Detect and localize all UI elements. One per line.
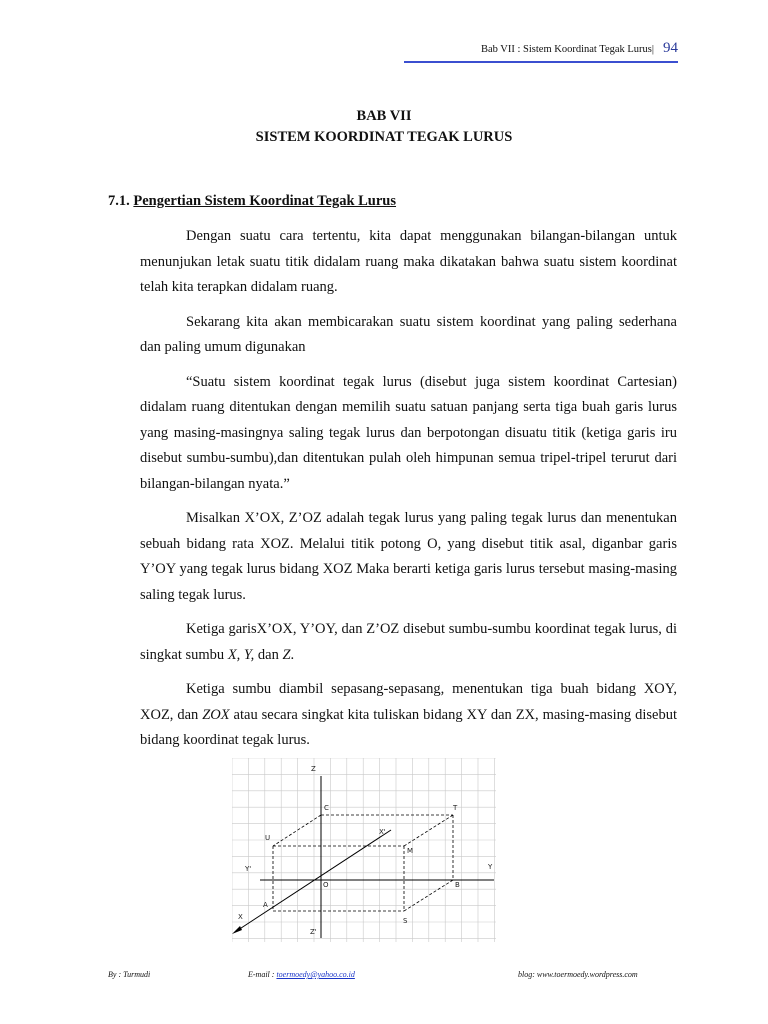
p5-axis-x: X, (227, 646, 241, 663)
chapter-title: SISTEM KOORDINAT TEGAK LURUS (255, 129, 513, 145)
footer-author: By : Turmudi (108, 970, 151, 979)
axis-x (235, 830, 391, 932)
section-title: Pengertian Sistem Koordinat Tegak Lurus (133, 193, 397, 209)
footer-email-label: E-mail : (248, 970, 277, 979)
page-footer (108, 970, 678, 984)
header-rule (404, 61, 678, 63)
paragraph-3-quote: “Suatu sistem koordinat tegak lurus (disebut juga sistem koordinat Cartesian) didalam ruang ditentukan dengan memilih suatu satuan panjang serta tiga buah garis lurus yang masing-masingnya saling tegak lurus dan berpotongan disuatu titik (ketiga garis iru disebut sumbu-sumbu),dan ditentukan pulah oleh himpunan semua tripel-tripel terurut dari bilangan-bilangan nyata.” (140, 373, 677, 492)
paragraph-4: Misalkan X’OX, Z’OZ adalah tegak lurus yang paling tegak lurus dan menentukan sebuah bidang rata XOZ. Melalui titik potong O, yang disebut titik asal, diganbar garis Y’OY yang tegak lurus bidang XOZ Maka berarti ketiga garis lurus tersebut masing-masing saling tegak lurus. (140, 510, 677, 603)
label-a: A (263, 901, 268, 909)
label-x: X (238, 913, 243, 921)
coordinate-diagram (232, 758, 496, 942)
paragraph-5 (140, 617, 677, 668)
p6-text-a: Ketiga sumbu diambil sepasang-sepasang, menentukan tiga buah bidang XOY, XOZ, dan (140, 681, 677, 723)
p6-plane-zox: ZOX (202, 706, 230, 723)
label-c: C (324, 804, 329, 812)
p5-axis-y: Y, (243, 646, 255, 663)
label-x-prime: X' (379, 828, 386, 836)
p5-text-d: . (290, 646, 295, 663)
footer-email-link[interactable]: toermoedy@yahoo.co.id (276, 970, 355, 979)
p6-text-b: atau secara singkat kita tuliskan bidang XY dan ZX, masing-masing disebut bidang koordinat tegak lurus. (140, 706, 677, 748)
running-title: Bab VII : Sistem Koordinat Tegak Lurus| (480, 44, 654, 55)
p5-text-a: Ketiga garisX’OX, Y’OY, dan Z’OZ disebut sumbu-sumbu koordinat tegak lurus, di singkat sumbu (140, 621, 677, 663)
page-number: 94 (663, 40, 678, 56)
chapter-label: BAB VII (356, 108, 412, 124)
label-o: O (323, 881, 329, 889)
grid (232, 758, 496, 942)
body-text (140, 224, 677, 763)
axes (235, 776, 494, 938)
p5-axis-z: Z (282, 646, 291, 663)
paragraph-1: Dengan suatu cara tertentu, kita dapat menggunakan bilangan-bilangan untuk menunjukan letak suatu titik didalam ruang maka dikatakan bahwa suatu sistem koordinat telah kita terapkan didalam ruang. (140, 228, 677, 295)
p5-text-c: dan (254, 646, 283, 663)
label-y: Y (488, 863, 493, 871)
paragraph-2: Sekarang kita akan membicarakan suatu sistem koordinat yang paling sederhana dan paling umum digunakan (140, 313, 677, 355)
paragraph-6 (140, 677, 677, 754)
label-s: S (403, 917, 408, 925)
label-u: U (265, 834, 271, 842)
section-heading (108, 193, 396, 210)
section-number: 7.1. (108, 193, 130, 209)
label-y-prime: Y' (245, 865, 252, 873)
label-b: B (455, 881, 460, 889)
running-header (404, 40, 678, 62)
footer-email (248, 970, 355, 979)
label-m: M (407, 847, 414, 855)
axis-x-arrowhead (232, 926, 242, 934)
footer-blog: blog: www.toermoedy.wordpress.com (518, 970, 638, 979)
coordinate-figure (232, 758, 496, 942)
label-z-prime: Z' (310, 928, 317, 936)
label-t: T (453, 804, 458, 812)
label-z: Z (311, 765, 316, 773)
